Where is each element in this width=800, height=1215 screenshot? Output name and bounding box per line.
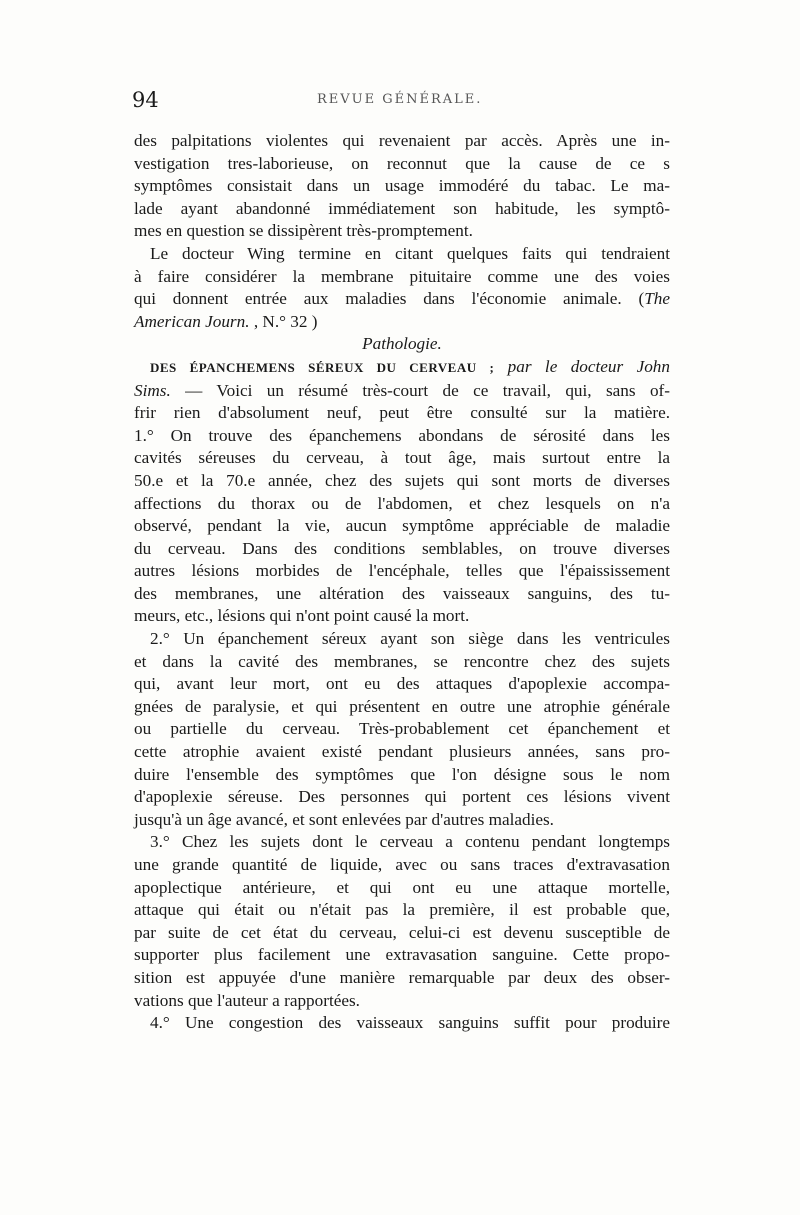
running-title: REVUE GÉNÉRALE. [317, 92, 483, 107]
text-line: lade ayant abandonné immédiatement son habitude, les symptô- [134, 198, 670, 218]
text-line: ou partielle du cerveau. Très-probablement cet épanchement et [134, 719, 670, 739]
text-line: jusqu'à un âge avancé, et sont enlevées par d'autres maladies. [134, 809, 554, 829]
text-line: Sims. — Voici un résumé très-court de ce travail, qui, sans of- [134, 380, 670, 400]
text-line: Le docteur Wing termine en citant quelques faits qui tendraient [150, 243, 670, 263]
text-line: meurs, etc., lésions qui n'ont point causé la mort. [134, 606, 470, 626]
text-line: vestigation tres-laborieuse, on reconnut que la cause de ce s [134, 153, 670, 173]
text-line: supporter plus facilement une extravasation sanguine. Cette propo- [134, 945, 670, 965]
text-line: 50.e et la 70.e année, chez des sujets qui sont morts de diverses [134, 470, 670, 490]
text-line: gnées de paralysie, et qui présentent en outre une atrophie générale [134, 696, 670, 716]
text-line: observé, pendant la vie, aucun symptôme appréciable de maladie [134, 516, 670, 536]
text-line: du cerveau. Dans des conditions semblables, on trouve diverses [134, 538, 670, 558]
text-line: vations que l'auteur a rapportées. [134, 990, 360, 1010]
text-line: par suite de cet état du cerveau, celui-ci est devenu susceptible de [134, 922, 670, 942]
article-title-line [134, 356, 670, 380]
text-line: autres lésions morbides de l'encéphale, telles que l'épaississement [134, 561, 670, 581]
text-line: mes en question se dissipèrent très-promptement. [134, 221, 473, 241]
text-line: sition est appuyée d'une manière remarquable par deux des obser- [134, 967, 670, 987]
text-line: des palpitations violentes qui revenaient par accès. Après une in- [134, 131, 670, 150]
text-line: une grande quantité de liquide, avec ou sans traces d'extravasation [134, 855, 670, 874]
text-line: duire l'ensemble des symptômes que l'on désigne sous le nom [134, 764, 670, 784]
article-byline-cont: Sims. [134, 380, 171, 400]
text-line [134, 288, 670, 311]
text-line: American Journ. , N.° 32 ) [134, 311, 318, 331]
journal-name-italic: American Journ. [134, 311, 250, 331]
text-line: et dans la cavité des membranes, se rencontre chez des sujets [134, 651, 670, 671]
page-header [132, 88, 680, 118]
journal-name-italic: The [644, 289, 670, 309]
text-line: cavités séreuses du cerveau, à tout âge, mais surtout entre la [134, 448, 670, 468]
text-line: d'apoplexie séreuse. Des personnes qui portent ces lésions vivent [134, 787, 670, 807]
text-line: 1.° On trouve des épanchemens abondans de sérosité dans les [134, 425, 670, 445]
body-text [134, 130, 670, 1035]
text-segment: qui donnent entrée aux maladies dans l'économie animale. ( [134, 289, 645, 309]
text-line: qui, avant leur mort, ont eu des attaques d'apoplexie accompa- [134, 674, 670, 694]
text-line: 3.° Chez les sujets dont le cerveau a contenu pendant longtemps [150, 832, 670, 852]
text-line: frir rien d'absolument neuf, peut être consulté sur la matière. [134, 403, 670, 423]
text-line: apoplectique antérieure, et qui ont eu une attaque mortelle, [134, 877, 670, 897]
section-title: Pathologie. [362, 334, 442, 354]
article-byline: par le docteur John [507, 356, 670, 376]
text-line: affections du thorax ou de l'abdomen, et chez lesquels on n'a [134, 493, 670, 513]
article-title: DES ÉPANCHEMENS SÉREUX DU CERVEAU ; [150, 359, 495, 375]
text-line: attaque qui était ou n'était pas la première, il est probable que, [134, 900, 670, 920]
text-line: 2.° Un épanchement séreux ayant son siège dans les ventricules [150, 629, 670, 649]
page-number: 94 [132, 88, 159, 112]
text-line: symptômes consistait dans un usage immodéré du tabac. Le ma- [134, 176, 670, 196]
text-line: des membranes, une altération des vaisseaux sanguins, des tu- [134, 583, 670, 603]
text-line: à faire considérer la membrane pituitaire comme une des voies [134, 266, 670, 286]
text-line: cette atrophie avaient existé pendant plusieurs années, sans pro- [134, 742, 670, 762]
text-line: 4.° Une congestion des vaisseaux sanguins suffit pour produire [150, 1013, 670, 1033]
